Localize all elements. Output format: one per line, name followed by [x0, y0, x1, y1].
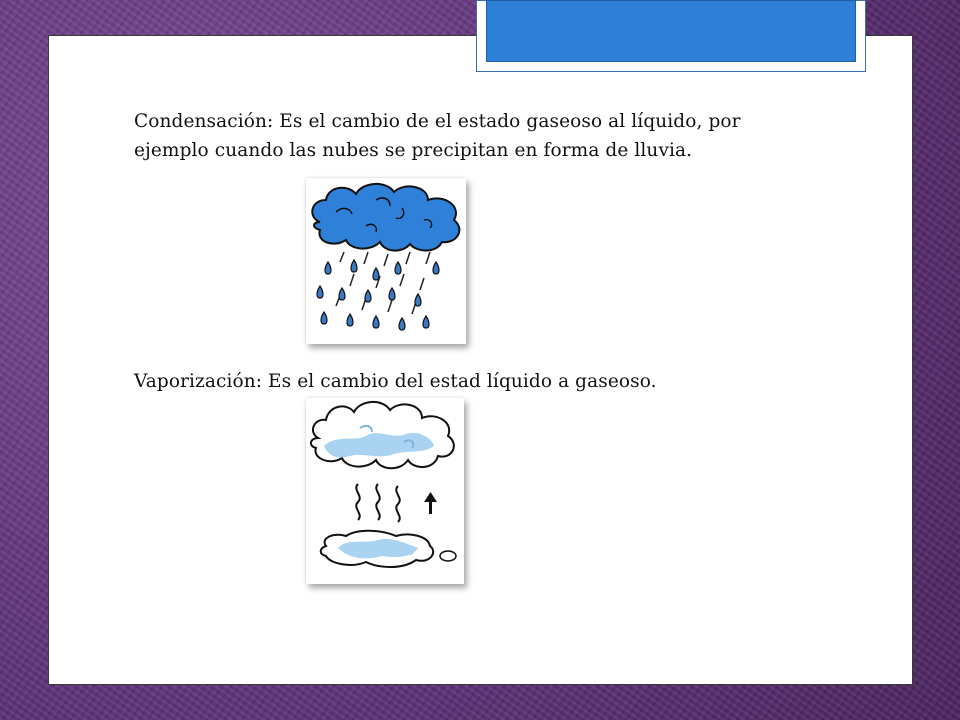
evaporation-icon — [306, 398, 464, 584]
rain-cloud-icon — [306, 178, 466, 344]
evaporation-image — [306, 398, 464, 584]
vaporization-paragraph: Vaporización: Es el cambio del estad líquido a gaseoso. — [134, 371, 657, 392]
condensation-paragraph: Condensación: Es el cambio de el estado gaseoso al líquido, por ejemplo cuando las nubes se precipitan en forma de lluvia. — [134, 111, 741, 161]
title-accent-box — [486, 0, 856, 62]
rain-cloud-image — [306, 178, 466, 344]
